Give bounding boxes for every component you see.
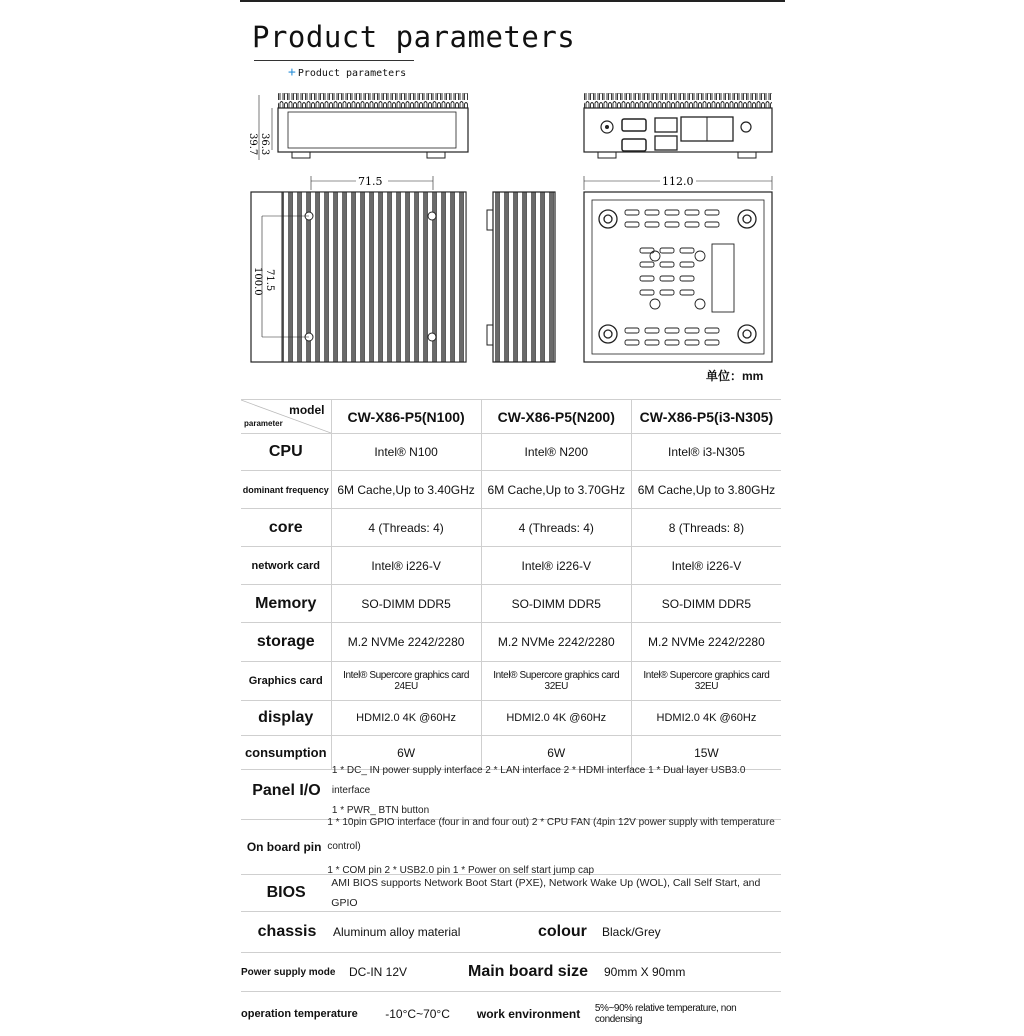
model-label: model [289,403,325,417]
chassis-row [241,912,781,953]
spec-table [241,399,781,770]
row-label: display [241,701,332,735]
row-label: Memory [241,585,332,622]
table-cell: 6M Cache,Up to 3.70GHz [482,471,632,508]
subtitle-text: Product parameters [297,68,407,79]
table-cell: 8 (Threads: 8) [668,520,745,535]
unit-label: 单位：mm [706,369,764,383]
table-cell: Intel® i226-V [332,547,482,584]
table-row-cpu [241,434,781,471]
power-value: DC-IN 12V [349,965,408,979]
table-row-graphics [241,662,781,701]
board-label: Main board size [468,963,589,980]
env-label: work environment [476,1007,581,1021]
side-view-drawing [487,192,555,362]
table-cell: 15W [694,745,719,760]
table-cell: 6W [482,736,632,769]
temp-value: -10°C~70°C [385,1007,450,1021]
table-cell: M.2 NVMe 2242/2280 [332,623,482,661]
dim-bottom-width: 112.0 [662,175,694,188]
table-row-storage [241,623,781,662]
table-cell: 6W [332,736,482,769]
table-cell: Intel® N100 [332,434,482,470]
table-cell: 4 (Threads: 4) [332,509,482,546]
row-label: storage [241,623,332,661]
row-label: Graphics card [241,662,332,700]
parameter-label: parameter [244,419,283,428]
table-row-display [241,701,781,736]
table-cell: 4 (Threads: 4) [482,509,632,546]
table-cell: Intel® i226-V [482,547,632,584]
table-cell: HDMI2.0 4K @60Hz [656,712,757,724]
table-cell: SO-DIMM DDR5 [482,585,632,622]
row-label: consumption [241,736,332,769]
table-cell: HDMI2.0 4K @60Hz [482,701,632,735]
panel-io-label: Panel I/O [252,781,321,799]
bios-row [241,875,781,912]
table-cell: 6M Cache,Up to 3.80GHz [637,482,776,497]
table-cell: Intel® i226-V [671,558,742,573]
onboard-pin-line-1: 1 * 10pin GPIO interface (four in and four out) 2 * CPU FAN (4pin 12V power supply with temperature control) [327,817,775,852]
bios-value: AMI BIOS supports Network Boot Start (PXE), Network Wake Up (WOL), Call Self Start, and GPIO [331,877,761,909]
row-label: network card [241,547,332,584]
table-row-core [241,509,781,547]
table-header-row [241,399,781,434]
environment-row [241,992,781,1036]
table-row-memory [241,585,781,623]
table-cell: M.2 NVMe 2242/2280 [482,623,632,661]
table-cell: SO-DIMM DDR5 [332,585,482,622]
table-cell: Intel® Supercore graphics card 24EU [332,662,482,700]
onboard-pin-row [241,817,781,876]
dim-height-inner: 36.3 [259,133,270,156]
row-label: CPU [241,434,332,470]
colour-value: Black/Grey [602,925,661,939]
onboard-pin-line-2: 1 * COM pin 2 * USB2.0 pin 1 * Power on self start jump cap [327,865,595,876]
top-view-drawing [251,174,466,362]
onboard-pin-label: On board pin [246,840,322,854]
model-name-2: CW-X86-P5(N200) [482,400,632,433]
table-cell: M.2 NVMe 2242/2280 [648,635,765,649]
details-section [241,762,781,1036]
table-cell: Intel® Supercore graphics card 32EU [482,662,632,700]
model-name-3: CW-X86-P5(i3-N305) [639,408,774,425]
bios-label: BIOS [266,884,306,901]
table-cell: SO-DIMM DDR5 [661,596,752,611]
table-row-network [241,547,781,585]
row-label: dominant frequency [241,471,332,508]
model-name-1: CW-X86-P5(N100) [332,400,482,433]
colour-label: colour [538,923,587,940]
board-value: 90mm X 90mm [604,965,686,979]
table-cell: 6M Cache,Up to 3.40GHz [332,471,482,508]
table-row-frequency [241,471,781,509]
chassis-label: chassis [257,923,317,940]
header-corner-cell [241,400,332,433]
front-view-drawing [247,93,468,160]
chassis-value: Aluminum alloy material [333,925,461,939]
table-cell: Intel® N200 [482,434,632,470]
table-cell: HDMI2.0 4K @60Hz [332,701,482,735]
dim-side-height-inner: 71.5 [264,269,275,292]
rear-view-drawing [584,93,772,158]
bottom-view-drawing [584,174,772,362]
table-cell: Intel® Supercore graphics card 32EU [643,670,770,692]
dim-top-width: 71.5 [358,175,383,188]
plus-icon: + [288,65,296,80]
page-title: Product parameters [252,20,576,54]
env-value: 5%~90% relative temperature, non condensing [594,1003,737,1025]
technical-drawings [0,0,1024,400]
dim-side-height-outer: 100.0 [252,267,263,296]
power-row [241,953,781,992]
dim-height-outer: 39.7 [247,133,258,156]
temp-label: operation temperature [241,1008,358,1020]
row-label: core [241,509,332,546]
panel-io-line-1: 1 * DC_ IN power supply interface 2 * LAN interface 2 * HDMI interface 1 * Dual layer USB3.0 interface [331,764,746,796]
table-cell: Intel® i3-N305 [667,445,745,459]
power-label: Power supply mode [241,966,336,978]
panel-io-line-2: 1 * PWR_ BTN button [331,804,430,816]
